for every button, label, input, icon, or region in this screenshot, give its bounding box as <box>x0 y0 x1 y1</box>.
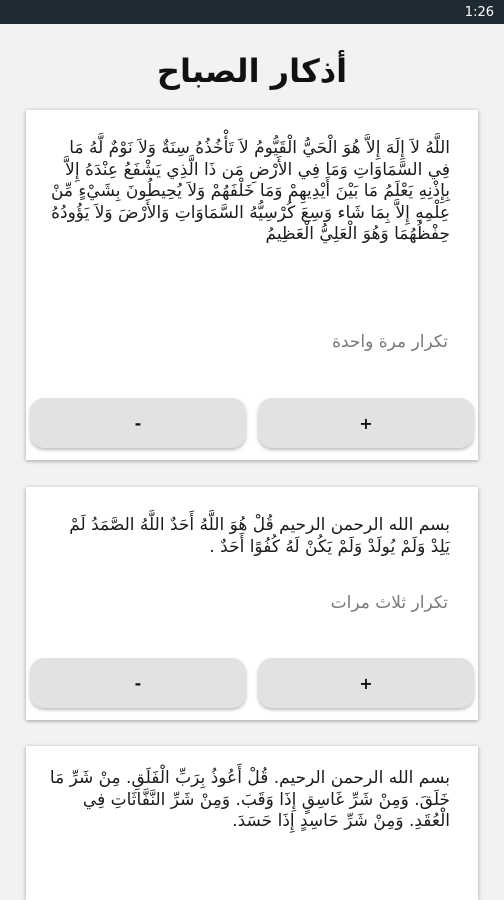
dhikr-card-3 <box>26 746 478 900</box>
dhikr-text: بسم الله الرحمن الرحيم. قُلْ أَعُوذُ بِرَبِّ الْفَلَقِ. مِنْ شَرِّ مَا خَلَقَ. وَمِنْ شَرِّ غَاسِقٍ إِذَا وَقَبَ. وَمِنْ شَرِّ النَّفَّاثَاتِ فِي الْعُقَدِ. وَمِنْ شَرِّ حَاسِدٍ إِذَا حَسَدَ. <box>49 768 450 831</box>
increment-button[interactable]: + <box>258 658 474 708</box>
decrement-button[interactable]: - <box>30 398 246 448</box>
dhikr-text: اللَّهُ لاَ إِلَهَ إِلاَّ هُوَ الْحَيُّ الْقَيُّومُ لاَ تَأْخُذُهُ سِنَةٌ وَلاَ نَوْمٌ لَّهُ مَا فِي السَّمَاوَاتِ وَمَا فِي الأَرْضِ مَن ذَا الَّذِي يَشْفَعُ عِنْدَهُ إِلاَّ بِإِذْنِهِ يَعْلَمُ مَا بَيْنَ أَيْدِيهِمْ وَمَا خَلْفَهُمْ وَلاَ يُحِيطُونَ بِشَيْءٍ مِّنْ عِلْمِهِ إِلاَّ بِمَا شَاء وَسِعَ كُرْسِيُّهُ السَّمَاوَاتِ وَالأَرْضَ وَلاَ يَؤُودُهُ حِفْظُهُمَا وَهُوَ الْعَلِيُّ الْعَظِيمُ <box>50 138 450 244</box>
repeat-count-label: تكرار مرة واحدة <box>332 332 448 352</box>
status-time: 1:26 <box>464 4 494 20</box>
dhikr-card-1 <box>26 110 478 460</box>
increment-button[interactable]: + <box>258 398 474 448</box>
page-title: أذكار الصباح <box>156 52 348 90</box>
dhikr-card-2 <box>26 487 478 720</box>
repeat-count-label: تكرار ثلاث مرات <box>330 593 448 613</box>
status-bar <box>0 0 504 24</box>
decrement-button[interactable]: - <box>30 658 246 708</box>
dhikr-text: بسم الله الرحمن الرحيم قُلْ هُوَ اللَّهُ أَحَدٌ اللَّهُ الصَّمَدُ لَمْ يَلِدْ وَلَمْ يُولَدْ وَلَمْ يَكُنْ لَهُ كُفُوًا أَحَدٌ . <box>69 515 450 557</box>
